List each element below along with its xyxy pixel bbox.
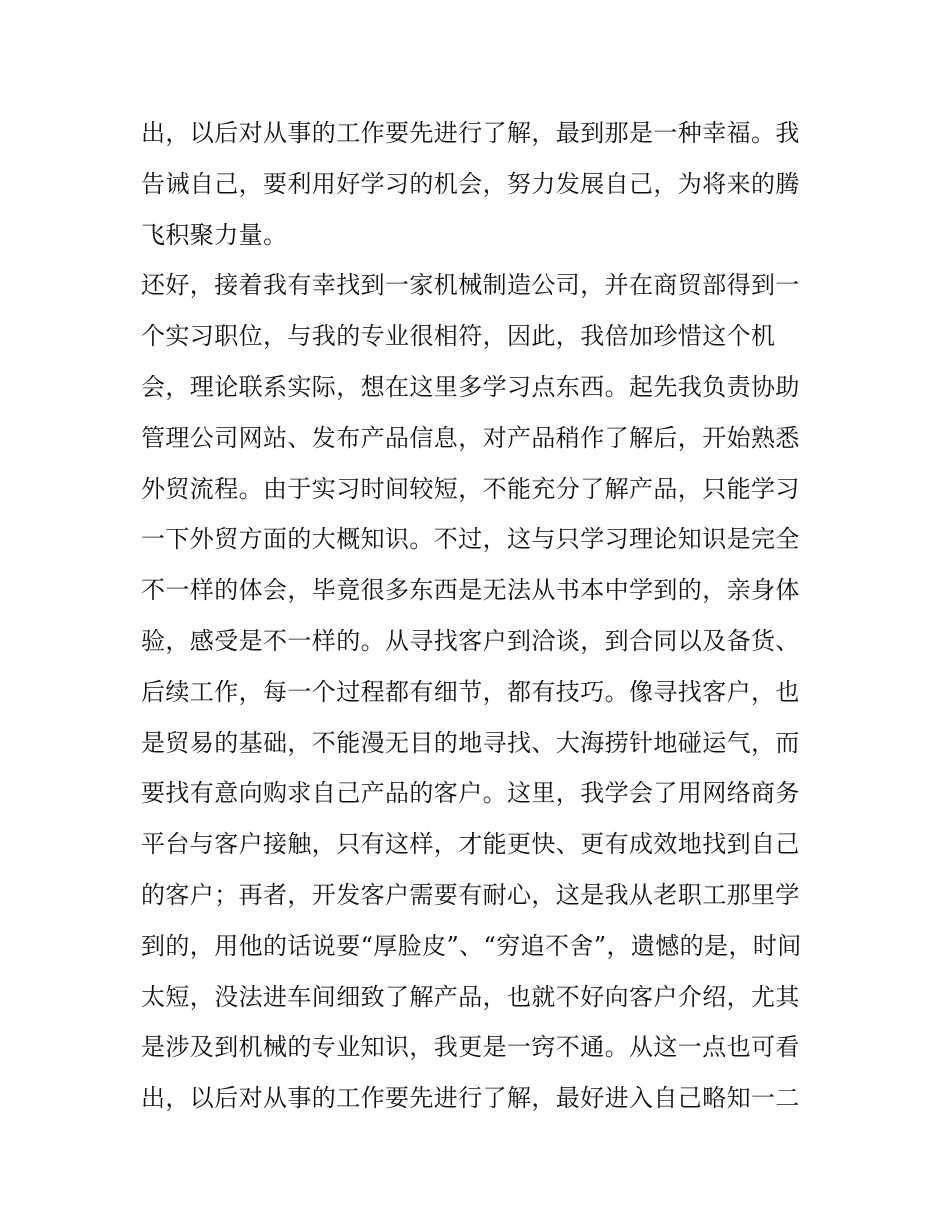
text-line-7: 管理公司网站、发布产品信息，对产品稍作了解后，开始熟悉 (141, 423, 800, 452)
text-line-4: 还好，接着我有幸找到一家机械制造公司，并在商贸部得到一 (141, 271, 800, 300)
text-line-13: 是贸易的基础，不能漫无目的地寻找、大海捞针地碰运气，而 (141, 728, 800, 757)
text-line-2: 告诫自己，要利用好学习的机会，努力发展自己，为将来的腾 (141, 169, 800, 198)
text-line-20: 出，以后对从事的工作要先进行了解，最好进入自己略知一二 (141, 1084, 800, 1113)
text-line-12: 后续工作，每一个过程都有细节，都有技巧。像寻找客户，也 (141, 677, 800, 706)
text-line-17: 到的，用他的话说要“厚脸皮”、“穷追不舍”，遗憾的是，时间 (141, 931, 802, 960)
text-line-19: 是涉及到机械的专业知识，我更是一窍不通。从这一点也可看 (141, 1033, 800, 1062)
text-line-9: 一下外贸方面的大概知识。不过，这与只学习理论知识是完全 (141, 525, 800, 554)
text-line-10: 不一样的体会，毕竟很多东西是无法从书本中学到的，亲身体 (141, 576, 800, 605)
text-line-5: 个实习职位，与我的专业很相符，因此，我倍加珍惜这个机 (141, 322, 776, 351)
text-line-14: 要找有意向购求自己产品的客户。这里，我学会了用网络商务 (141, 779, 800, 808)
text-line-18: 太短，没法进车间细致了解产品，也就不好向客户介绍，尤其 (141, 982, 800, 1011)
text-line-15: 平台与客户接触，只有这样，才能更快、更有成效地找到自己 (141, 830, 800, 859)
body-text (141, 108, 821, 1124)
text-line-11: 验，感受是不一样的。从寻找客户到洽谈，到合同以及备货、 (141, 626, 800, 655)
text-line-6: 会，理论联系实际，想在这里多学习点东西。起先我负责协助 (141, 372, 800, 401)
text-line-16: 的客户；再者，开发客户需要有耐心，这是我从老职工那里学 (141, 880, 800, 909)
text-line-1: 出，以后对从事的工作要先进行了解，最到那是一种幸福。我 (141, 119, 800, 147)
text-line-3: 飞积聚力量。 (141, 220, 288, 249)
text-line-8: 外贸流程。由于实习时间较短，不能充分了解产品，只能学习 (141, 474, 800, 503)
